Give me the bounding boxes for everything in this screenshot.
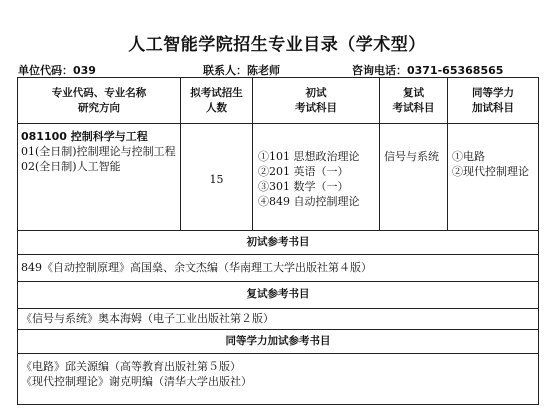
table-section-divider <box>17 281 539 282</box>
contact-value: 陈老师 <box>247 64 280 77</box>
table-row-divider <box>17 230 539 231</box>
unit-code-value: 039 <box>73 64 96 77</box>
equiv-books <box>21 359 537 389</box>
contact-phone <box>352 62 503 78</box>
direction-item: 01(全日制)控制理论与控制工程 <box>21 145 176 158</box>
exam-subjects <box>258 149 378 209</box>
book-item: 《信号与系统》奥本海姆（电子工业出版社第２版） <box>21 312 274 325</box>
table-header-divider <box>17 123 539 124</box>
initial-books-title: 初试参考书目 <box>246 236 310 248</box>
page-title: 人工智能学院招生专业目录（学术型） <box>128 35 426 55</box>
table-section-divider <box>17 254 539 255</box>
phone-value: 0371-65368565 <box>407 64 504 77</box>
exam-subject-item: ③301 数学（一） <box>258 180 349 193</box>
contact-person <box>203 62 280 78</box>
header-quota: 拟考试招生 人数 <box>190 87 243 114</box>
table-section-divider <box>17 353 539 354</box>
major-cell <box>21 129 179 174</box>
equiv-subject-item: ②现代控制理论 <box>452 165 529 178</box>
table-border-bottom <box>17 404 539 405</box>
table-border-right <box>538 77 539 405</box>
header-exam: 初试 考试科目 <box>295 87 337 114</box>
table-border-top <box>17 77 539 78</box>
admission-table <box>17 77 539 405</box>
retest-books <box>21 311 537 326</box>
header-retest: 复试 考试科目 <box>392 87 435 114</box>
initial-books <box>21 260 537 275</box>
major-code-name: 081100 控制科学与工程 <box>21 130 148 143</box>
exam-subject-item: ④849 自动控制理论 <box>258 195 360 208</box>
exam-subject-item: ①101 思想政治理论 <box>258 150 360 163</box>
contact-label: 联系人： <box>203 64 247 77</box>
header-equiv: 同等学力 加试科目 <box>472 87 514 114</box>
retest-subject: 信号与系统 <box>384 150 439 163</box>
quota-value: 15 <box>209 173 224 186</box>
book-item: 849《自动控制原理》高国燊、余文杰编（华南理工大学出版社第４版） <box>21 261 372 274</box>
equiv-subject-item: ①电路 <box>452 150 485 163</box>
unit-code-label: 单位代码： <box>18 64 73 77</box>
direction-item: 02(全日制)人工智能 <box>21 160 121 173</box>
unit-code <box>18 62 96 78</box>
equiv-subjects <box>452 149 538 179</box>
book-item: 《电路》邱关源编（高等教育出版社第５版） <box>21 360 241 373</box>
header-major: 专业代码、专业名称 研究方向 <box>51 87 147 114</box>
book-item: 《现代控制理论》谢克明编（清华大学出版社） <box>21 375 252 388</box>
table-section-divider <box>17 329 539 330</box>
retest-books-title: 复试参考书目 <box>246 288 310 300</box>
table-section-divider <box>17 308 539 309</box>
equiv-books-title: 同等学力加试参考书目 <box>225 335 331 347</box>
phone-label: 咨询电话： <box>352 64 407 77</box>
exam-subject-item: ②201 英语（一） <box>258 165 349 178</box>
